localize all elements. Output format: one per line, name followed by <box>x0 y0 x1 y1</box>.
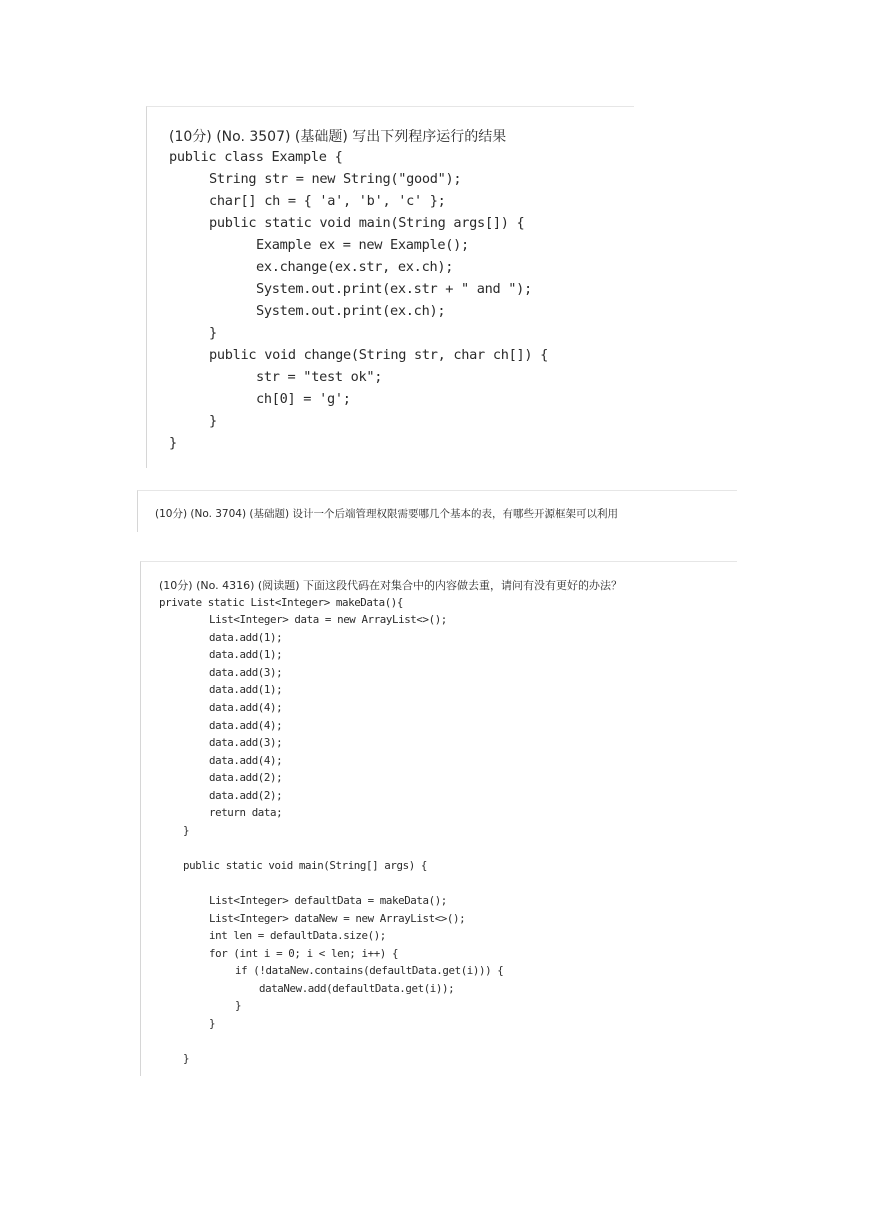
code-line: return data; <box>209 806 283 819</box>
code-line: ch[0] = 'g'; <box>256 391 351 407</box>
code-line: } <box>209 325 217 341</box>
code-line: System.out.print(ex.str + " and "); <box>256 281 532 297</box>
code-line: List<Integer> defaultData = makeData(); <box>209 894 447 907</box>
code-line: public static void main(String[] args) { <box>183 859 428 872</box>
code-line: List<Integer> data = new ArrayList<>(); <box>209 613 447 626</box>
code-line: data.add(2); <box>209 771 283 784</box>
code-line: data.add(1); <box>209 648 283 661</box>
code-line: } <box>169 435 177 451</box>
code-line: if (!dataNew.contains(defaultData.get(i))) { <box>235 964 504 977</box>
code-line: } <box>183 824 190 837</box>
code-line: data.add(1); <box>209 631 283 644</box>
code-line: } <box>235 999 242 1012</box>
code-line: private static List<Integer> makeData(){ <box>159 596 404 609</box>
code-line: data.add(4); <box>209 719 283 732</box>
code-line: char[] ch = { 'a', 'b', 'c' }; <box>209 193 446 209</box>
code-line: public void change(String str, char ch[]) { <box>209 347 549 363</box>
code-line: } <box>209 413 217 429</box>
code-line: ex.change(ex.str, ex.ch); <box>256 259 454 275</box>
question-title: (10分) (No. 3507) (基础题) 写出下列程序运行的结果 <box>169 129 507 145</box>
code-line: data.add(2); <box>209 789 283 802</box>
code-line: dataNew.add(defaultData.get(i)); <box>259 982 455 995</box>
code-line: System.out.print(ex.ch); <box>256 303 446 319</box>
code-line: data.add(4); <box>209 754 283 767</box>
question-title: (10分) (No. 4316) (阅读题) 下面这段代码在对集合中的内容做去重，请问有没有更好的办法？ <box>159 579 622 592</box>
question-title: (10分) (No. 3704) (基础题) 设计一个后端管理权限需要哪几个基本的表，有哪些开源框架可以利用 <box>155 508 618 520</box>
code-line: List<Integer> dataNew = new ArrayList<>(); <box>209 912 466 925</box>
code-line: String str = new String("good"); <box>209 171 462 187</box>
question-card-3507 <box>146 106 634 468</box>
code-line: } <box>209 1017 216 1030</box>
code-line: data.add(4); <box>209 701 283 714</box>
code-line: public static void main(String args[]) { <box>209 215 525 231</box>
code-line: int len = defaultData.size(); <box>209 929 386 942</box>
code-line: data.add(3); <box>209 736 283 749</box>
code-line: public class Example { <box>169 149 343 165</box>
code-line: str = "test ok"; <box>256 369 383 385</box>
code-line: } <box>183 1052 190 1065</box>
code-line: data.add(3); <box>209 666 283 679</box>
question-card-4316 <box>140 561 737 1076</box>
code-line: data.add(1); <box>209 683 283 696</box>
code-line: Example ex = new Example(); <box>256 237 469 253</box>
question-card-3704 <box>137 490 737 532</box>
code-line: for (int i = 0; i < len; i++) { <box>209 947 399 960</box>
